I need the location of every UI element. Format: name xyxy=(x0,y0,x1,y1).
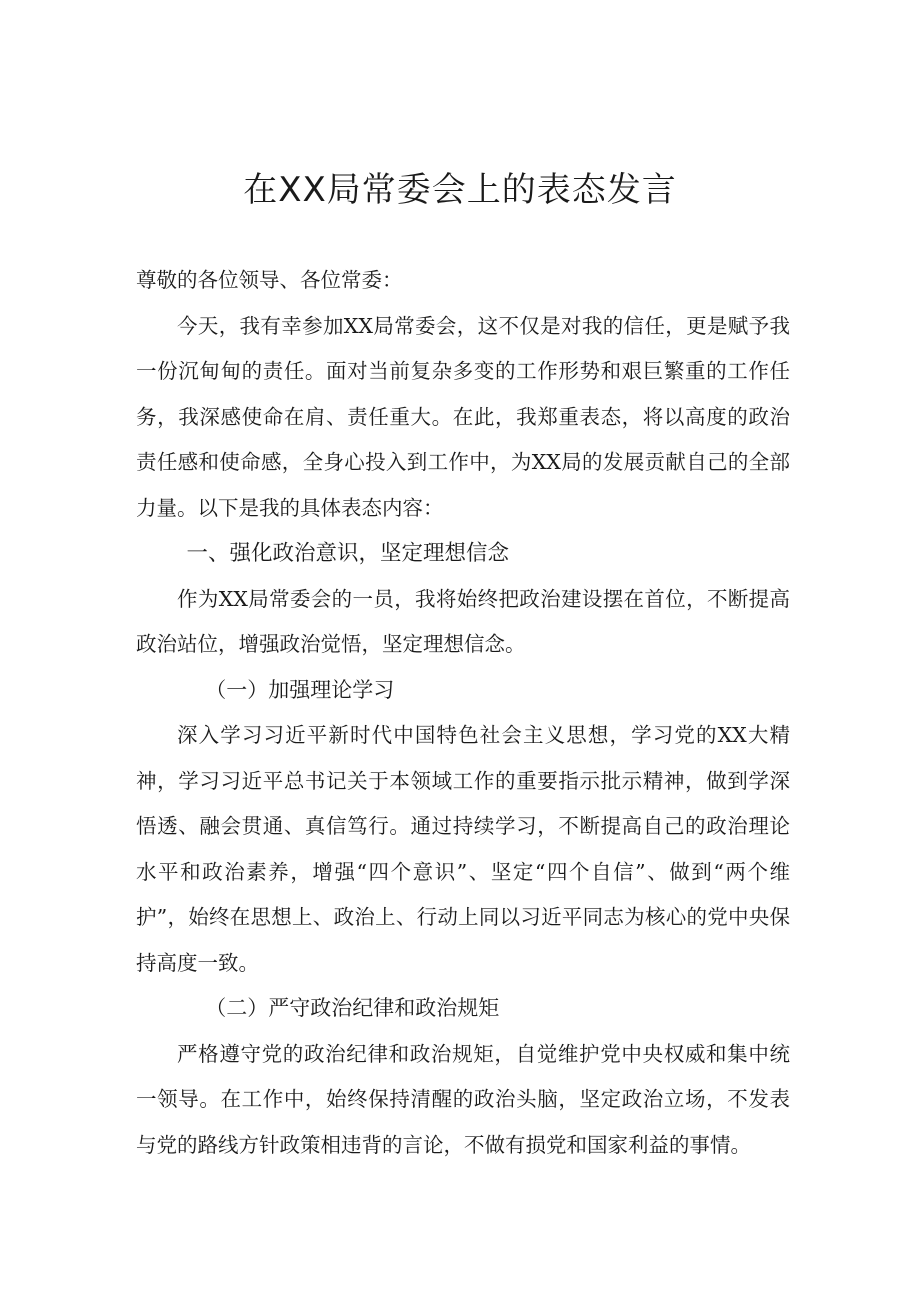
intro-paragraph: 今天，我有幸参加XX局常委会，这不仅是对我的信任，更是赋予我一份沉甸甸的责任。面对当前复杂多变的工作形势和艰巨繁重的工作任务，我深感使命在肩、责任重大。在此，我郑重表态，将以高度的政治责任感和使命感，全身心投入到工作中，为XX局的发展贡献自己的全部力量。以下是我的具体表态内容： xyxy=(136,313,790,520)
subsection-heading-2: （二）严守政治纪律和政治规矩 xyxy=(205,996,500,1020)
subsection-heading-1: （一）加强理论学习 xyxy=(205,677,395,702)
subsection-2-paragraph: 严格遵守党的政治纪律和政治规矩，自觉维护党中央权威和集中统一领导。在工作中，始终保持清醒的政治头脑，坚定政治立场，不发表与党的路线方针政策相违背的言论，不做有损党和国家利益的事情。 xyxy=(136,1041,790,1157)
salutation: 尊敬的各位领导、各位常委： xyxy=(136,268,403,292)
document-body xyxy=(136,258,790,1168)
document-title: 在XX局常委会上的表态发言 xyxy=(243,170,677,210)
subsection-1-paragraph: 深入学习习近平新时代中国特色社会主义思想，学习党的XX大精神，学习习近平总书记关于本领域工作的重要指示批示精神，做到学深悟透、融会贯通、真信笃行。通过持续学习，不断提高自己的政治理论水平和政治素养，增强“四个意识”、坚定“四个自信”、做到“两个维护”，始终在思想上、政治上、行动上同以习近平同志为核心的党中央保持高度一致。 xyxy=(136,723,790,975)
section-heading-1: 一、强化政治意识，坚定理想信念 xyxy=(186,541,510,566)
section-1-paragraph: 作为XX局常委会的一员，我将始终把政治建设摆在首位，不断提高政治站位，增强政治觉悟，坚定理想信念。 xyxy=(136,586,790,656)
